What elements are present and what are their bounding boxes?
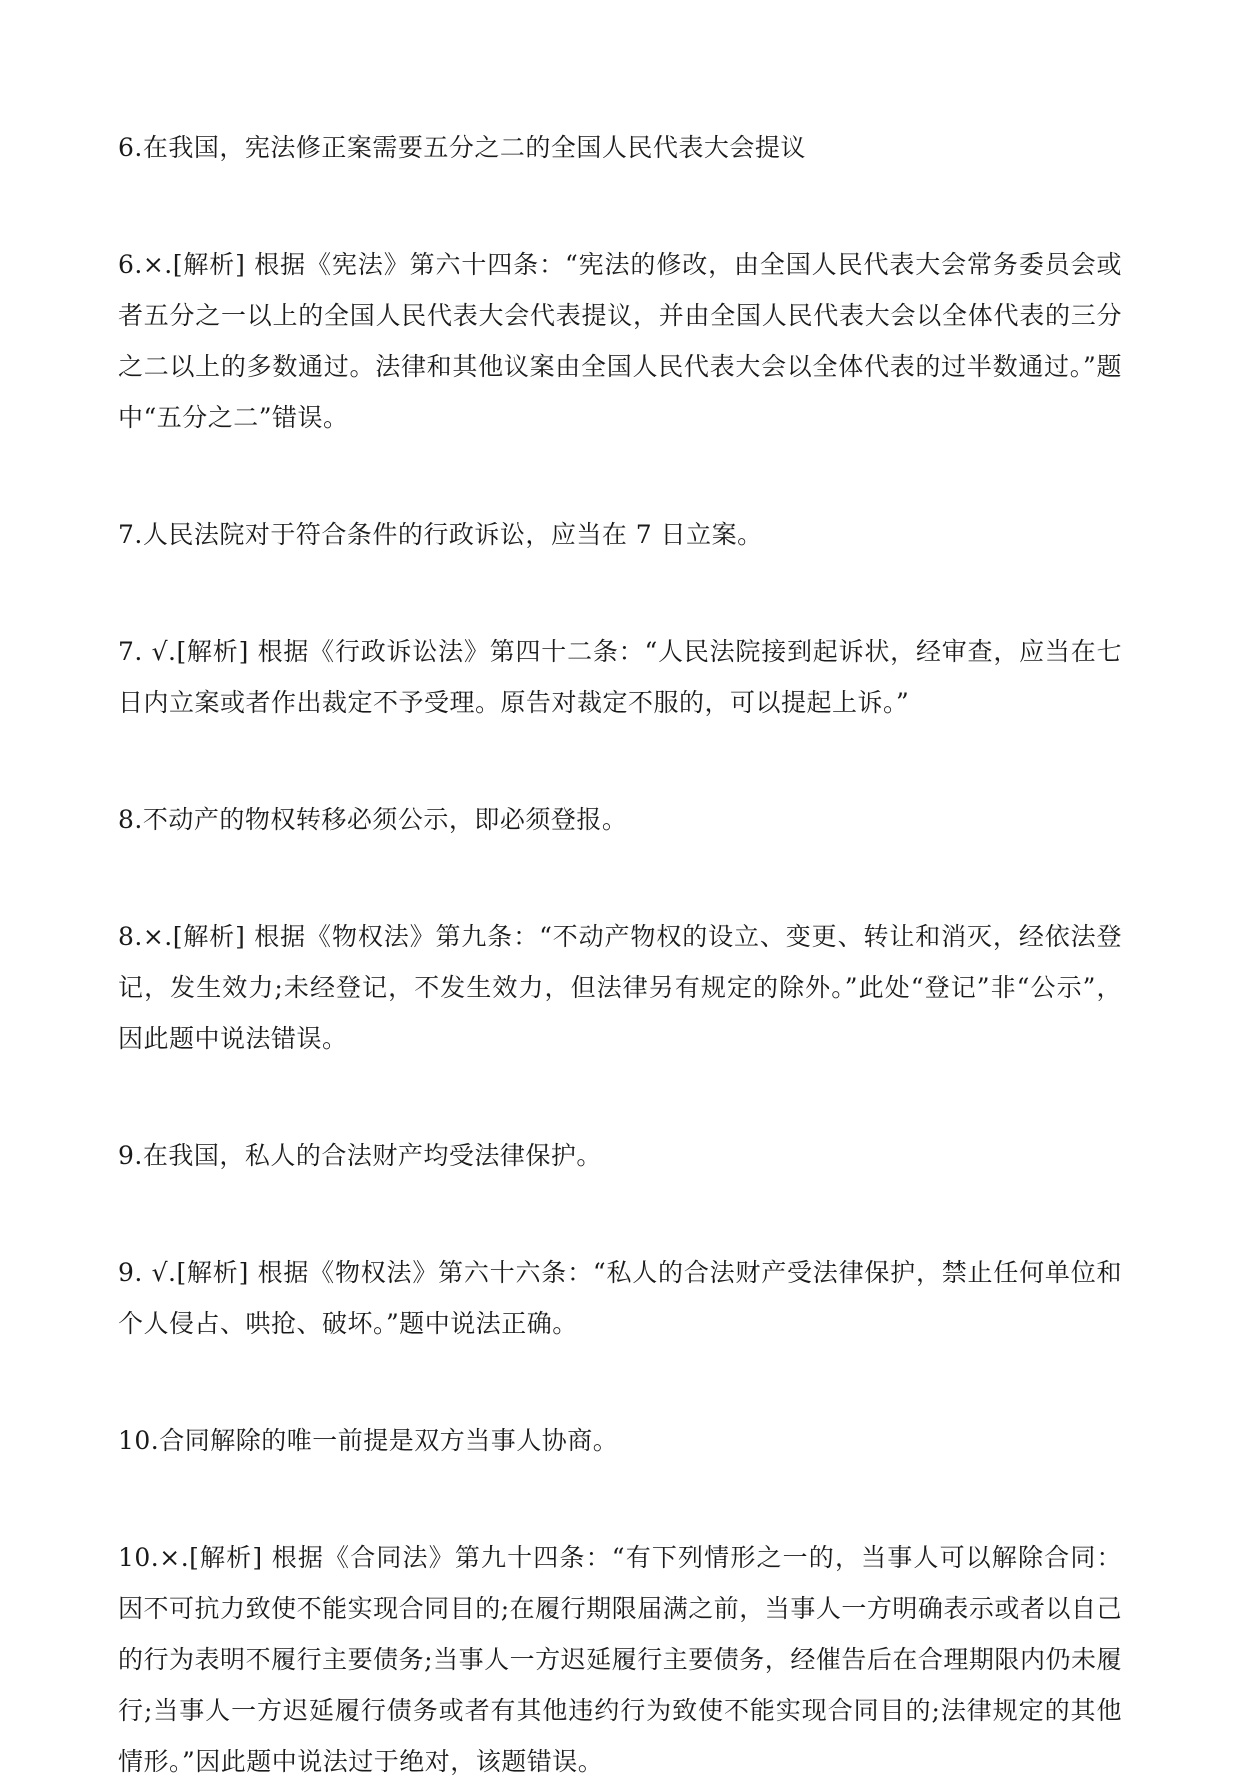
answer-8: 8.×.[解析] 根据《物权法》第九条：“不动产物权的设立、变更、转让和消灭，经依法登记，发生效力;未经登记，不发生效力，但法律另有规定的除外。”此处“登记”非“公示”，因此题中说法错误。 [118, 922, 1122, 1053]
question-6: 6.在我国，宪法修正案需要五分之二的全国人民代表大会提议 [118, 133, 806, 162]
question-7: 7.人民法院对于符合条件的行政诉讼，应当在 7 日立案。 [118, 520, 763, 549]
question-8: 8.不动产的物权转移必须公示，即必须登报。 [118, 805, 628, 834]
question-10: 10.合同解除的唯一前提是双方当事人协商。 [118, 1426, 619, 1455]
answer-7: 7. √.[解析] 根据《行政诉讼法》第四十二条：“人民法院接到起诉状，经审查，应当在七日内立案或者作出裁定不予受理。原告对裁定不服的，可以提起上诉。” [118, 637, 1122, 717]
answer-10: 10.×.[解析] 根据《合同法》第九十四条：“有下列情形之一的，当事人可以解除合同：因不可抗力致使不能实现合同目的;在履行期限届满之前，当事人一方明确表示或者以自己的行为表明不履行主要债务;当事人一方迟延履行主要债务，经催告后在合理期限内仍未履行;当事人一方迟延履行债务或者有其他违约行为致使不能实现合同目的;法律规定的其他情形。”因此题中说法过于绝对，该题错误。 [118, 1543, 1122, 1776]
answer-6: 6.×.[解析] 根据《宪法》第六十四条：“宪法的修改，由全国人民代表大会常务委员会或者五分之一以上的全国人民代表大会代表提议，并由全国人民代表大会以全体代表的三分之二以上的多数通过。法律和其他议案由全国人民代表大会以全体代表的过半数通过。”题中“五分之二”错误。 [118, 250, 1122, 432]
answer-9: 9. √.[解析] 根据《物权法》第六十六条：“私人的合法财产受法律保护，禁止任何单位和个人侵占、哄抢、破坏。”题中说法正确。 [118, 1258, 1122, 1338]
question-9: 9.在我国，私人的合法财产均受法律保护。 [118, 1141, 602, 1170]
